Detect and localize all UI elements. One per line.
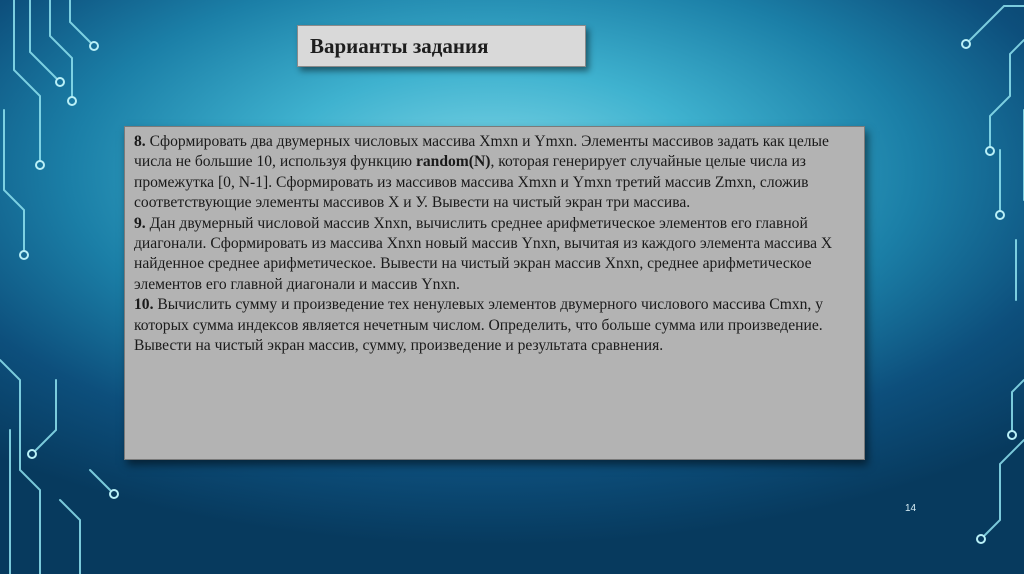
slide-title: Варианты задания: [310, 33, 489, 58]
task-10: [134, 295, 856, 356]
task-9: [134, 214, 856, 296]
task-number: 8.: [134, 133, 146, 150]
task-text: Дан двумерный числовой массив Xnxn, вычислить среднее арифметическое элементов его главной диагонали. Сформировать из массива Xnxn новый массив Ynxn, вычитая из каждого элемента массива X найденное среднее арифметическое. Вывести на чистый экран массив Xnxn, среднее арифметическое элементов его главной диагонали и массив Ynxn.: [134, 214, 833, 293]
task-text: Сформировать два двумерных числовых массива Xmxn и Ymxn. Элементы массивов задать как целые числа не большие 10, используя функцию: [134, 133, 829, 171]
task-number: 9.: [134, 214, 146, 232]
task-number: 10.: [134, 296, 154, 314]
page-number: 14: [905, 503, 917, 514]
task-8: [134, 132, 856, 214]
function-name: random(N): [415, 153, 491, 171]
task-text: , которая генерирует случайные целые числа из промежутка [0, N-1]. Сформировать из массивов массива Xmxn и Ymxn третий массив Zmxn, сложив соответствующие элементы массивов X и У. Вывести на чистый экран три массива.: [134, 153, 809, 212]
title-box: [297, 25, 586, 67]
task-text: Вычислить сумму и произведение тех ненулевых элементов двумерного числового массива Cmxn, у которых сумма индексов является нечетным числом. Определить, что больше сумма или произведение. Вывести на чистый экран массив, сумму, произведение и результата сравнения.: [134, 296, 824, 355]
tasks-box: [124, 126, 865, 460]
